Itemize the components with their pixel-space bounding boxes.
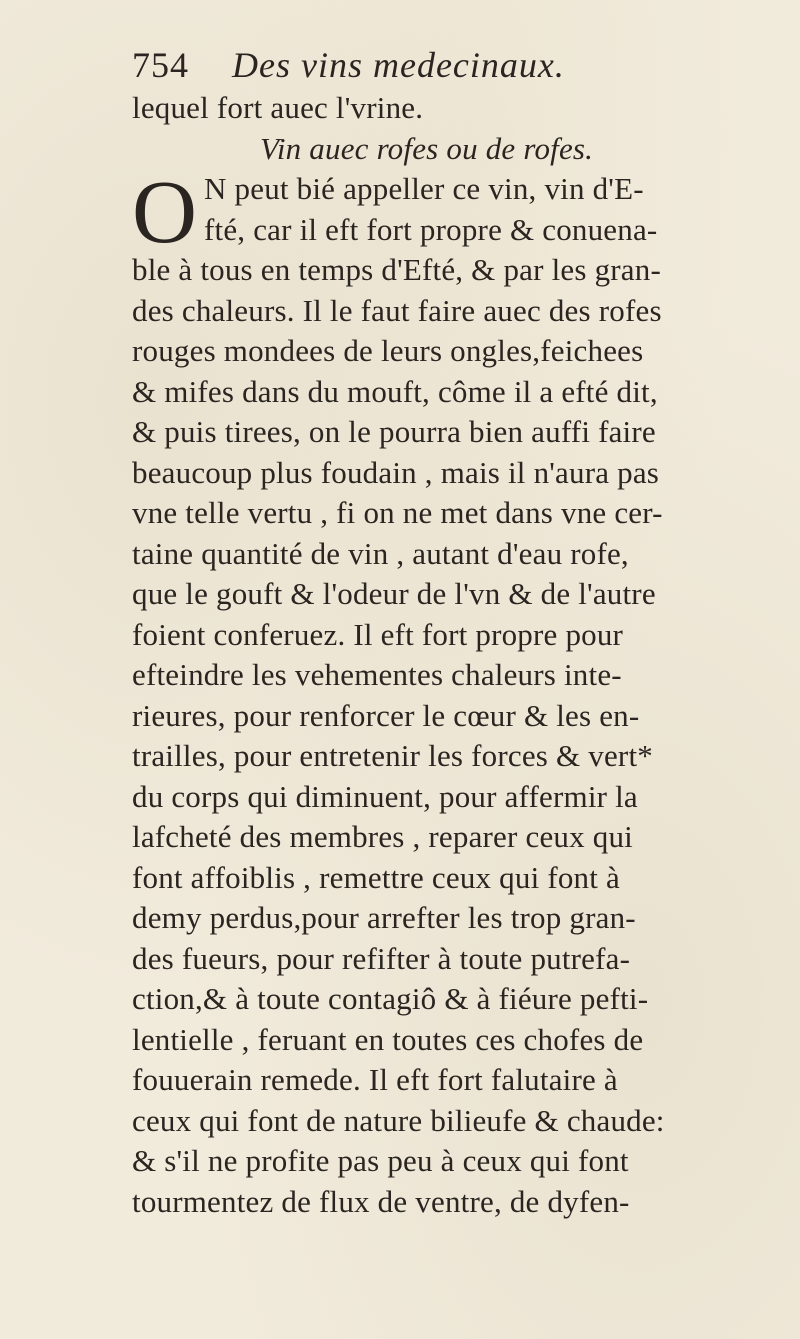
text-line: demy perdus,pour arrefter les trop gran- — [132, 900, 636, 935]
drop-cap: O — [132, 163, 198, 262]
text-line: tourmentez de flux de ventre, de dyfen- — [132, 1183, 630, 1219]
text-line: lequel fort auec l'vrine. — [132, 90, 424, 125]
text-line: des fueurs, pour refifter à toute putrefa- — [132, 940, 631, 976]
text-line: foient conferuez. Il eft fort propre pour — [132, 616, 624, 652]
text-line: N peut bié appeller ce vin, vin d'E- — [204, 171, 644, 206]
text-line: lafcheté des membres , reparer ceux qui — [132, 819, 633, 854]
text-line: du corps qui diminuent, pour affermir la — [132, 778, 638, 814]
text-line: rieures, pour renforcer le cœur & les en- — [132, 697, 640, 733]
text-line: fté, car il eft fort propre & conuena- — [204, 211, 658, 247]
text-line: des chaleurs. Il le faut faire auec des rofes — [132, 292, 662, 328]
text-line: taine quantité de vin , autant d'eau rofe, — [132, 535, 629, 571]
paragraph — [132, 163, 770, 1222]
page-body — [132, 88, 770, 1222]
page-header — [132, 42, 770, 88]
section-subtitle: Vin auec rofes ou de rofes. — [260, 130, 594, 166]
text-line: que le gouft & l'odeur de l'vn & de l'autre — [132, 576, 656, 611]
text-line: fouuerain remede. Il eft fort falutaire à — [132, 1062, 618, 1097]
text-line: ction,& à toute contagiô & à fiéure pefti- — [132, 981, 649, 1016]
text-line: & s'il ne profite pas peu à ceux qui font — [132, 1143, 629, 1178]
text-line: efteindre les vehementes chaleurs inte- — [132, 657, 622, 692]
text-line: ceux qui font de nature bilieufe & chaude: — [132, 1102, 665, 1138]
text-line: beaucoup plus foudain , mais il n'aura pas — [132, 454, 660, 490]
text-line: trailles, pour entretenir les forces & vert* — [132, 738, 653, 773]
text-line: lentielle , feruant en toutes ces chofes de — [132, 1021, 644, 1057]
text-line: rouges mondees de leurs ongles,feichees — [132, 333, 644, 368]
running-title: Des vins medecinaux. — [232, 45, 565, 85]
text-line: font affoiblis , remettre ceux qui font à — [132, 859, 620, 895]
text-line: ble à tous en temps d'Efté, & par les gran- — [132, 252, 661, 287]
page-number: 754 — [132, 45, 189, 85]
text-line: & mifes dans du mouft, côme il a efté dit, — [132, 373, 658, 409]
text-line: & puis tirees, on le pourra bien auffi faire — [132, 414, 656, 449]
text-line: vne telle vertu , fi on ne met dans vne cer- — [132, 495, 663, 530]
